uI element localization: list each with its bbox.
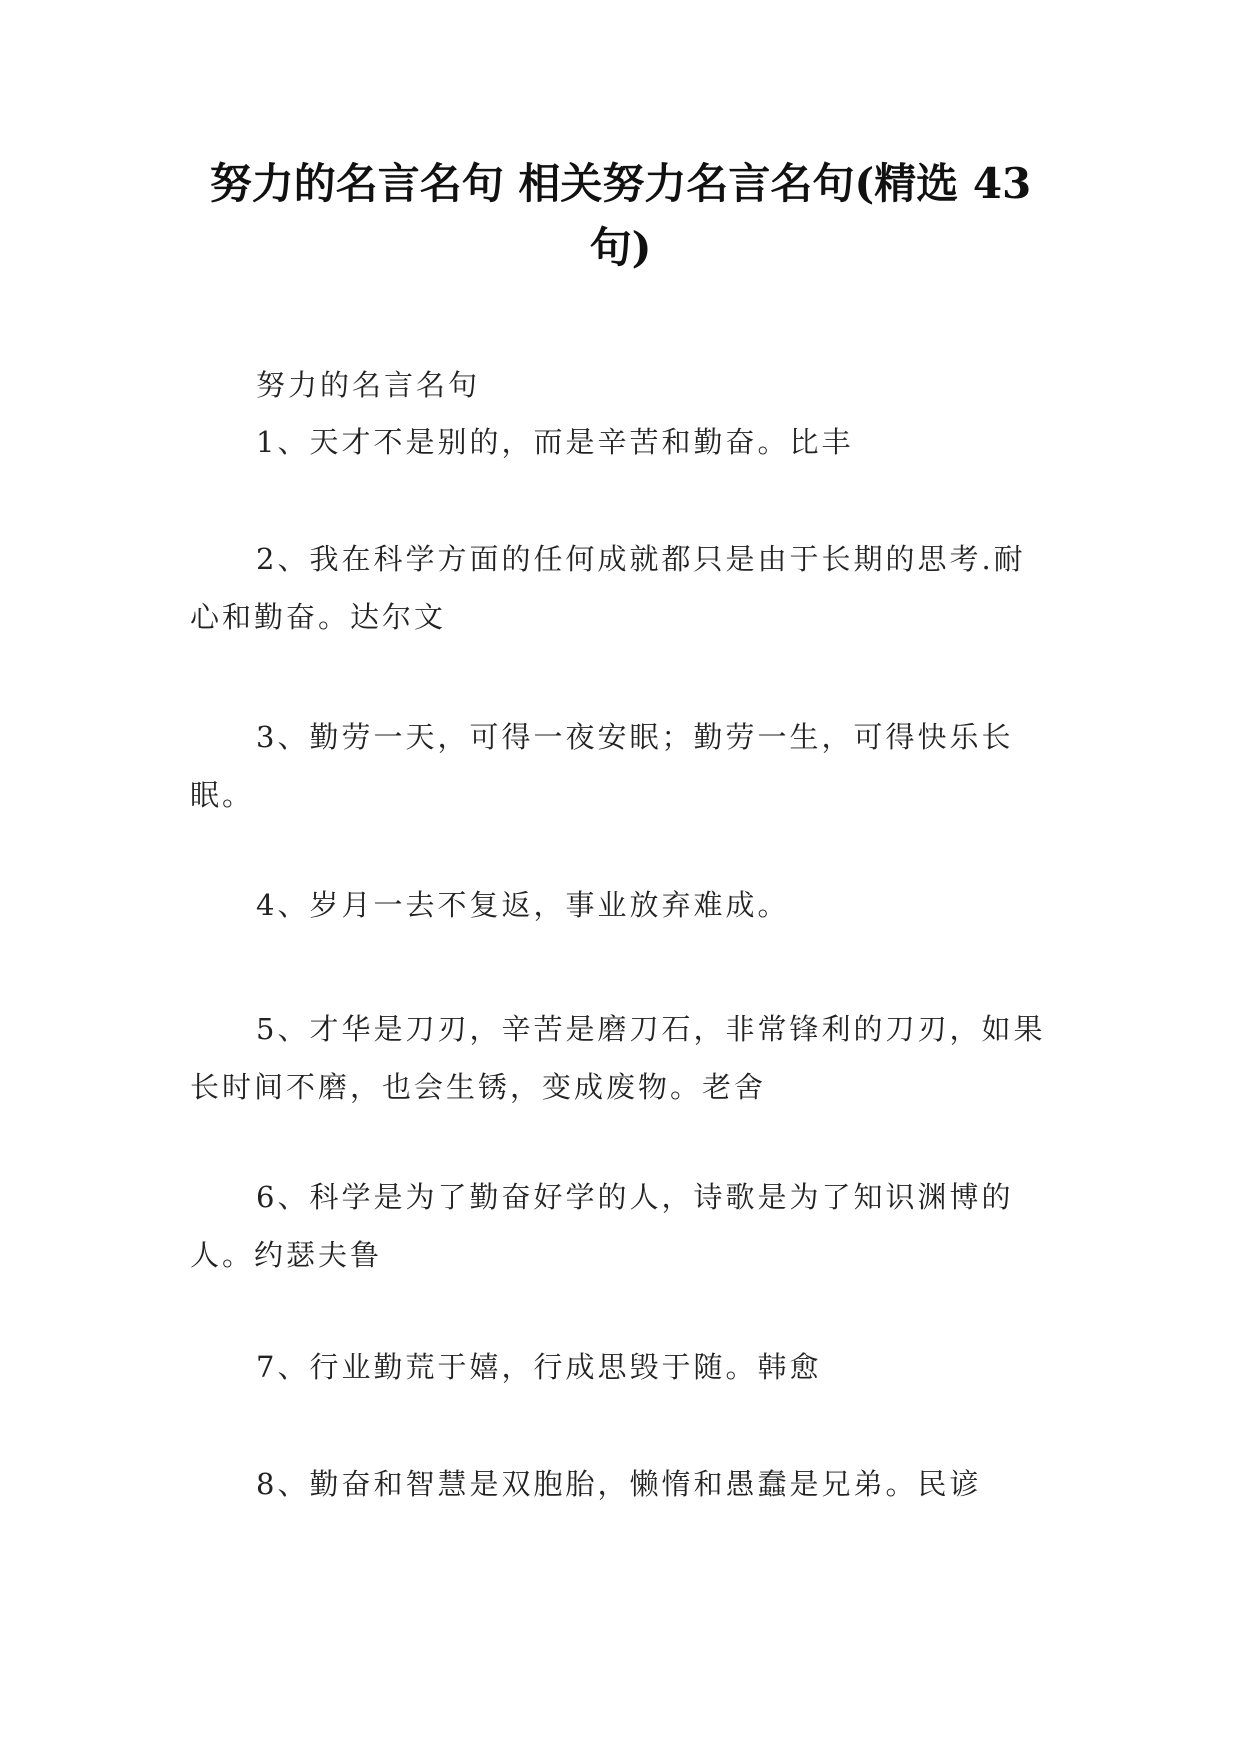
quote-item: 8、勤奋和智慧是双胞胎，懒惰和愚蠢是兄弟。民谚 <box>256 1467 982 1501</box>
quote-item: 6、科学是为了勤奋好学的人，诗歌是为了知识渊博的人。约瑟夫鲁 <box>190 1180 1014 1272</box>
quote-item: 5、才华是刀刃，辛苦是磨刀石，非常锋利的刀刃，如果长时间不磨，也会生锈，变成废物。老舍 <box>190 1012 1046 1104</box>
quote-item: 2、我在科学方面的任何成就都只是由于长期的思考.耐心和勤奋。达尔文 <box>190 542 1026 634</box>
quote-item: 7、行业勤荒于嬉，行成思毁于随。韩愈 <box>256 1350 822 1384</box>
section-heading: 努力的名言名句 <box>256 368 481 402</box>
quote-item: 1、天才不是别的，而是辛苦和勤奋。比丰 <box>256 425 854 459</box>
quote-item: 3、勤劳一天，可得一夜安眠；勤劳一生，可得快乐长眠。 <box>190 720 1014 812</box>
quote-item: 4、岁月一去不复返，事业放弃难成。 <box>256 888 790 922</box>
document-title: 努力的名言名句 相关努力名言名句(精选 43 句) <box>209 159 1032 272</box>
